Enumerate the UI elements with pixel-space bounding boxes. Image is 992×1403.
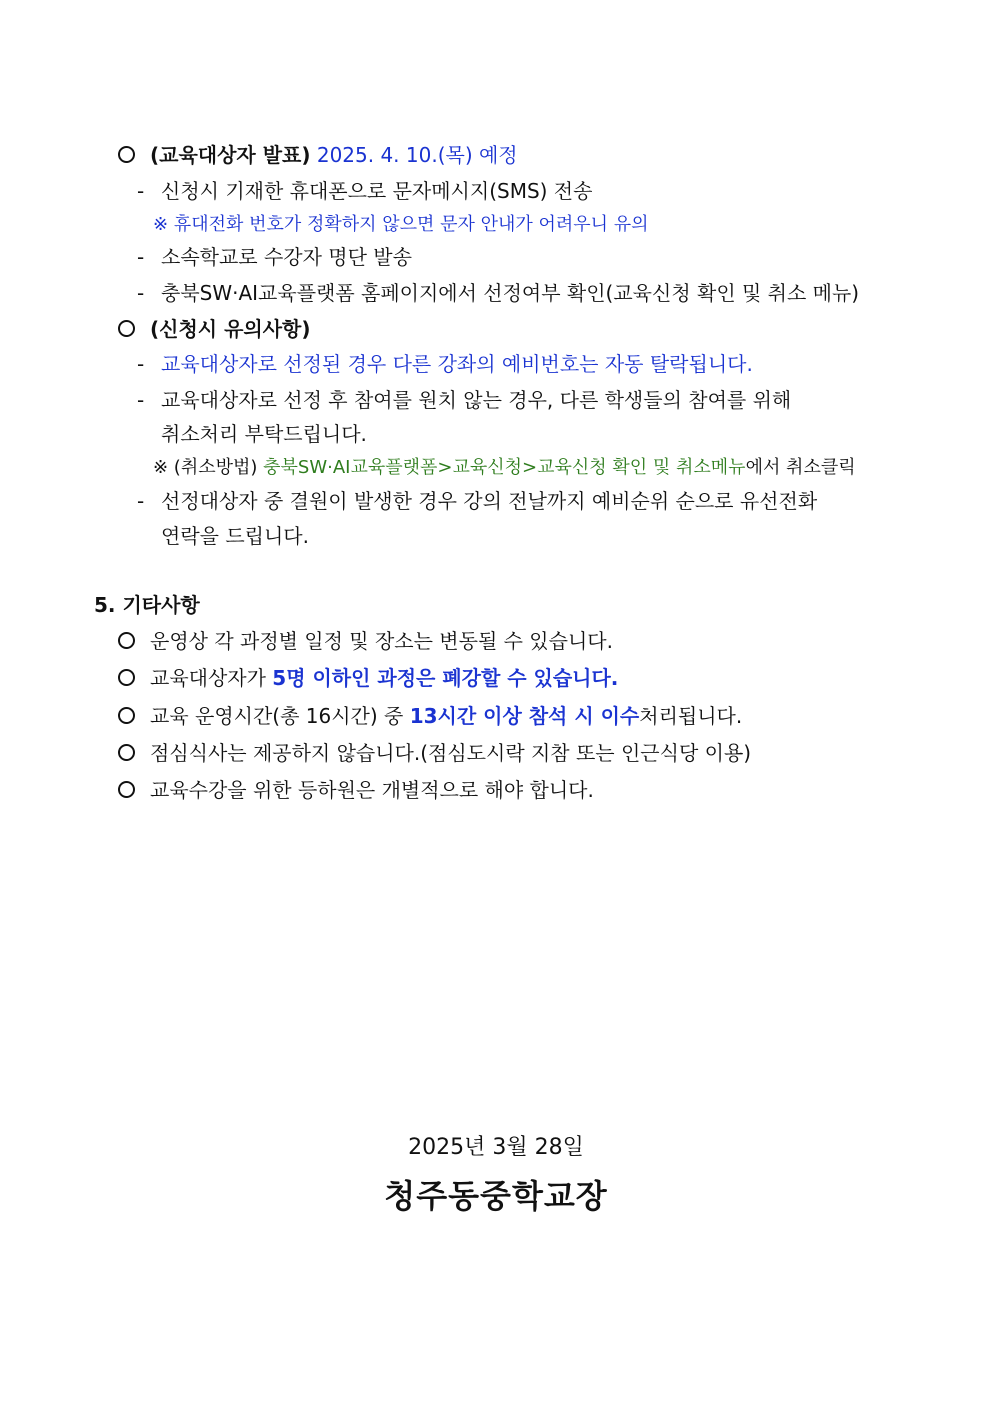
caution-method — [153, 455, 856, 481]
section5-item3 — [118, 703, 742, 729]
announce-homepage: - 충북SW·AI교육플랫폼 홈페이지에서 선정여부 확인(교육신청 확인 및 취소 메뉴) — [137, 281, 860, 305]
circle-bullet-icon — [118, 740, 150, 766]
announce-label: (교육대상자 발표) — [150, 143, 311, 167]
circle-bullet-icon — [118, 628, 150, 654]
section5-item5 — [118, 777, 594, 803]
announce-school-text: 소속학교로 수강자 명단 발송 — [161, 245, 412, 269]
section5-item4 — [118, 740, 751, 766]
caution-method-suffix: 에서 취소클릭 — [745, 457, 856, 478]
announce-sms-text: 신청시 기재한 휴대폰으로 문자메시지(SMS) 전송 — [161, 179, 593, 203]
section5-item1 — [118, 628, 613, 654]
section5-item1-text: 운영상 각 과정별 일정 및 장소는 변동될 수 있습니다. — [150, 629, 613, 653]
announce-school: - 소속학교로 수강자 명단 발송 — [137, 245, 412, 269]
circle-bullet-icon — [118, 703, 150, 729]
section5-item2-prefix: 교육대상자가 — [150, 666, 273, 690]
section5-item3-prefix: 교육 운영시간(총 16시간) 중 — [150, 704, 410, 728]
section5-item2-emph: 5명 이하인 과정은 폐강할 수 있습니다. — [272, 666, 619, 690]
announce-sms: - 신청시 기재한 휴대폰으로 문자메시지(SMS) 전송 — [137, 179, 593, 203]
caution-cancel: - 교육대상자로 선정 후 참여를 원치 않는 경우, 다른 학생들의 참여를 위해 — [137, 388, 792, 412]
circle-bullet-icon — [118, 665, 150, 691]
announce-date: 2025. 4. 10.(목) 예정 — [316, 143, 518, 167]
caution-auto-drop-text: 교육대상자로 선정된 경우 다른 강좌의 예비번호는 자동 탈락됩니다. — [161, 352, 753, 376]
caution-heading — [118, 316, 310, 342]
announce-sms-note: ※ 휴대전화 번호가 정확하지 않으면 문자 안내가 어려우니 유의 — [153, 214, 649, 235]
section5-item5-text: 교육수강을 위한 등하원은 개별적으로 해야 합니다. — [150, 778, 594, 802]
section5-heading: 5. 기타사항 — [94, 593, 200, 617]
caution-vacancy-line2: 연락을 드립니다. — [161, 524, 309, 548]
caution-vacancy-line1: 선정대상자 중 결원이 발생한 경우 강의 전날까지 예비순위 순으로 유선전화 — [161, 489, 818, 513]
section5-item4-text: 점심식사는 제공하지 않습니다.(점심도시락 지참 또는 인근식당 이용) — [150, 741, 752, 765]
section5-item2 — [118, 665, 618, 691]
caution-vacancy: - 선정대상자 중 결원이 발생한 경우 강의 전날까지 예비순위 순으로 유선전화 — [137, 489, 818, 513]
section5-item3-suffix: 처리됩니다. — [639, 704, 743, 728]
caution-method-prefix: ※ (취소방법) — [153, 457, 264, 478]
caution-cancel-line1: 교육대상자로 선정 후 참여를 원치 않는 경우, 다른 학생들의 참여를 위해 — [161, 388, 792, 412]
circle-bullet-icon — [118, 142, 150, 168]
caution-method-path: 충북SW·AI교육플랫폼>교육신청>교육신청 확인 및 취소메뉴 — [263, 457, 746, 478]
section5-item3-emph: 13시간 이상 참석 시 이수 — [409, 704, 640, 728]
caution-cancel-line2: 취소처리 부탁드립니다. — [161, 422, 367, 446]
circle-bullet-icon — [118, 777, 150, 803]
caution-auto-drop: - 교육대상자로 선정된 경우 다른 강좌의 예비번호는 자동 탈락됩니다. — [137, 352, 753, 376]
announce-homepage-text: 충북SW·AI교육플랫폼 홈페이지에서 선정여부 확인(교육신청 확인 및 취소 메뉴) — [161, 281, 860, 305]
footer-signature: 청주동중학교장 — [384, 1177, 608, 1215]
caution-label: (신청시 유의사항) — [150, 317, 311, 341]
announce-heading — [118, 142, 518, 168]
footer-date: 2025년 3월 28일 — [408, 1135, 584, 1160]
circle-bullet-icon — [118, 316, 150, 342]
